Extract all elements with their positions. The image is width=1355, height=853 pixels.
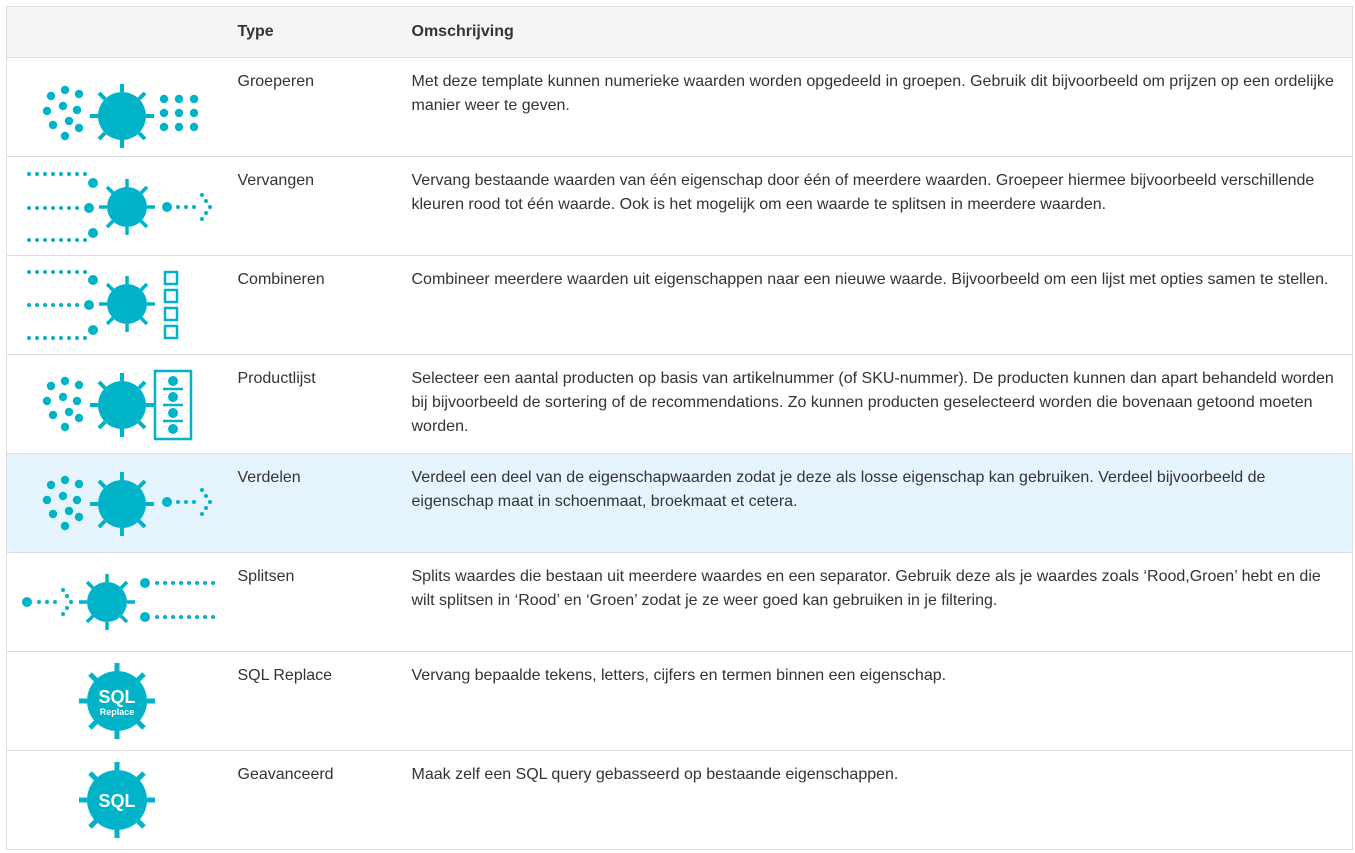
table-row-verdelen bbox=[7, 454, 1353, 553]
type-cell: Combineren bbox=[224, 256, 398, 355]
table-row-combineren bbox=[7, 256, 1353, 355]
splitsen-icon bbox=[7, 553, 224, 651]
description-cell: Splits waardes die bestaan uit meerdere waardes en een separator. Gebruik deze als je waardes zoals ‘Rood,Groen’ hebt en die wilt splitsen in ‘Rood’ en ‘Groen’ zodat je ze weer goed kan gebruiken in je filtering. bbox=[398, 553, 1353, 652]
table-row-vervangen bbox=[7, 157, 1353, 256]
description-cell: Vervang bestaande waarden van één eigenschap door één of meerdere waarden. Groepeer hiermee bijvoorbeeld verschillende kleuren rood tot één waarde. Ook is het mogelijk om een waarde te splitsen in meerdere waarden. bbox=[398, 157, 1353, 256]
description-cell: Selecteer een aantal producten op basis van artikelnummer (of SKU-nummer). De producten kunnen dan apart behandeld worden bij bijvoorbeeld de sortering of de recommendations. Zo kunnen producten geselecteerd worden die bovenaan getoond moeten worden. bbox=[398, 355, 1353, 454]
description-cell: Vervang bepaalde tekens, letters, cijfers en termen binnen een eigenschap. bbox=[398, 652, 1353, 751]
type-cell: SQL Replace bbox=[224, 652, 398, 751]
vervangen-icon bbox=[7, 157, 224, 255]
templates-table bbox=[6, 6, 1353, 850]
type-cell: Splitsen bbox=[224, 553, 398, 652]
sql-replace-icon bbox=[7, 652, 224, 750]
description-cell: Maak zelf een SQL query gebasseerd op bestaande eigenschappen. bbox=[398, 751, 1353, 850]
table-row-groeperen bbox=[7, 58, 1353, 157]
header-icon bbox=[7, 7, 224, 58]
description-cell: Combineer meerdere waarden uit eigenschappen naar een nieuwe waarde. Bijvoorbeeld om een lijst met opties samen te stellen. bbox=[398, 256, 1353, 355]
table-row-sql-replace bbox=[7, 652, 1353, 751]
type-cell: Geavanceerd bbox=[224, 751, 398, 850]
sql-replace-icon-text: SQL bbox=[98, 687, 136, 707]
sql-icon bbox=[7, 751, 224, 849]
type-cell: Verdelen bbox=[224, 454, 398, 553]
description-cell: Verdeel een deel van de eigenschapwaarden zodat je deze als losse eigenschap kan gebruiken. Verdeel bijvoorbeeld de eigenschap maat in schoenmaat, broekmaat et cetera. bbox=[398, 454, 1353, 553]
table-row-geavanceerd bbox=[7, 751, 1353, 850]
type-cell: Productlijst bbox=[224, 355, 398, 454]
type-cell: Vervangen bbox=[224, 157, 398, 256]
table-header-row bbox=[7, 7, 1353, 58]
table-row-splitsen bbox=[7, 553, 1353, 652]
description-cell: Met deze template kunnen numerieke waarden worden opgedeeld in groepen. Gebruik dit bijvoorbeeld om prijzen op een ordelijke manier weer te geven. bbox=[398, 58, 1353, 157]
table-row-productlijst bbox=[7, 355, 1353, 454]
header-type: Type bbox=[224, 7, 398, 58]
templates-table-wrapper bbox=[6, 6, 1352, 850]
header-description: Omschrijving bbox=[398, 7, 1353, 58]
sql-icon-text: SQL bbox=[98, 791, 136, 811]
type-cell: Groeperen bbox=[224, 58, 398, 157]
productlijst-icon bbox=[7, 355, 224, 453]
combineren-icon bbox=[7, 256, 224, 354]
sql-replace-icon-subtext: Replace bbox=[99, 707, 135, 717]
verdelen-icon bbox=[7, 454, 224, 552]
groeperen-icon bbox=[7, 58, 224, 156]
